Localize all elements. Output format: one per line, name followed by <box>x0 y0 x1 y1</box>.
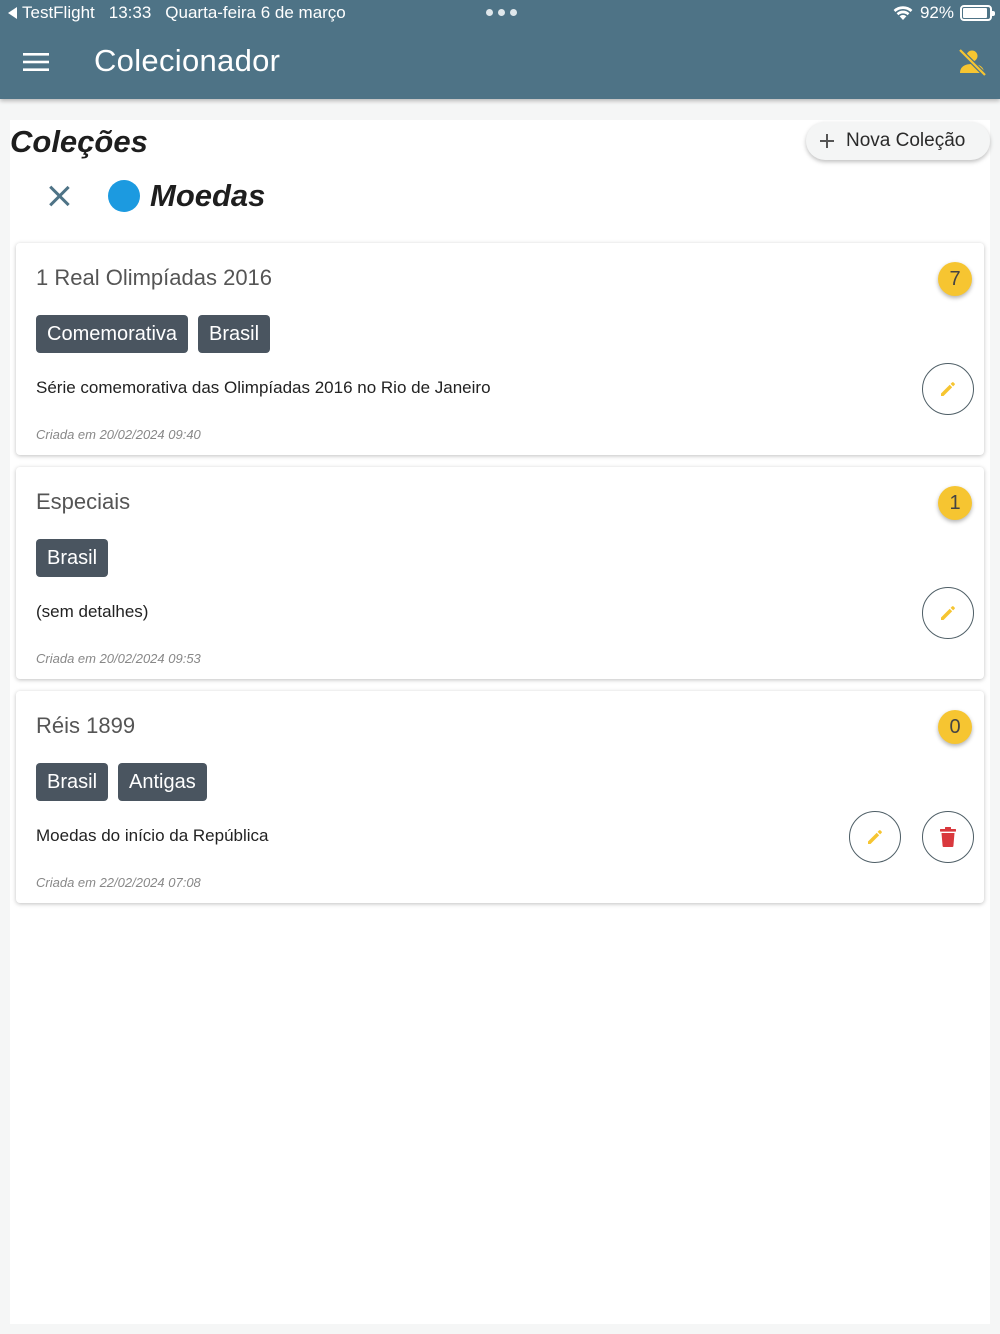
new-collection-button[interactable] <box>806 122 990 160</box>
wifi-icon <box>892 5 914 21</box>
collection-card[interactable] <box>16 243 984 455</box>
collection-created-date: Criada em 22/02/2024 07:08 <box>36 875 201 890</box>
status-time: 13:33 <box>108 3 152 22</box>
tag-chip: Brasil <box>36 763 108 801</box>
edit-button[interactable] <box>922 363 974 415</box>
status-date: Quarta-feira 6 de março <box>165 3 346 22</box>
plus-icon <box>820 134 834 148</box>
delete-button[interactable] <box>922 811 974 863</box>
item-count-badge: 7 <box>938 262 972 296</box>
tag-list <box>36 763 207 801</box>
tag-chip: Comemorativa <box>36 315 188 353</box>
edit-button[interactable] <box>849 811 901 863</box>
collection-card[interactable] <box>16 467 984 679</box>
hamburger-menu-icon <box>23 52 49 72</box>
collection-title: 1 Real Olimpíadas 2016 <box>36 265 273 290</box>
clear-filter-close-icon[interactable] <box>46 183 72 209</box>
item-count-badge: 1 <box>938 486 972 520</box>
collection-description: (sem detalhes) <box>36 602 149 621</box>
collection-description: Série comemorativa das Olimpíadas 2016 no Rio de Janeiro <box>36 378 491 397</box>
pencil-icon <box>938 603 958 623</box>
back-app-label: TestFlight <box>22 3 95 22</box>
back-to-app-link[interactable] <box>8 3 95 23</box>
battery-percent: 92% <box>919 3 954 22</box>
active-filter <box>46 176 265 216</box>
back-arrow-icon <box>8 7 17 19</box>
item-count-badge: 0 <box>938 710 972 744</box>
pencil-icon <box>865 827 885 847</box>
page-title: Coleções <box>10 124 148 159</box>
collection-description: Moedas do início da República <box>36 826 269 845</box>
app-title: Colecionador <box>94 43 281 78</box>
tag-chip: Brasil <box>198 315 270 353</box>
status-bar <box>0 0 1000 26</box>
filter-color-dot <box>108 180 140 212</box>
collection-title: Réis 1899 <box>36 713 136 738</box>
edit-button[interactable] <box>922 587 974 639</box>
collection-title: Especiais <box>36 489 131 514</box>
person-off-icon <box>956 46 988 78</box>
battery-icon <box>960 5 992 21</box>
new-collection-label: Nova Coleção <box>846 130 966 151</box>
multitasking-dots-icon[interactable] <box>486 9 517 16</box>
tag-chip: Antigas <box>118 763 207 801</box>
tag-chip: Brasil <box>36 539 108 577</box>
filter-name: Moedas <box>150 178 266 213</box>
tag-list <box>36 539 108 577</box>
user-account-button[interactable] <box>956 46 988 78</box>
collection-created-date: Criada em 20/02/2024 09:53 <box>36 651 201 666</box>
trash-icon <box>938 826 958 848</box>
collection-card[interactable] <box>16 691 984 903</box>
menu-button[interactable] <box>18 46 54 78</box>
collection-created-date: Criada em 20/02/2024 09:40 <box>36 427 201 442</box>
app-bar <box>0 0 1000 99</box>
tag-list <box>36 315 270 353</box>
collections-panel <box>10 120 990 1324</box>
pencil-icon <box>938 379 958 399</box>
